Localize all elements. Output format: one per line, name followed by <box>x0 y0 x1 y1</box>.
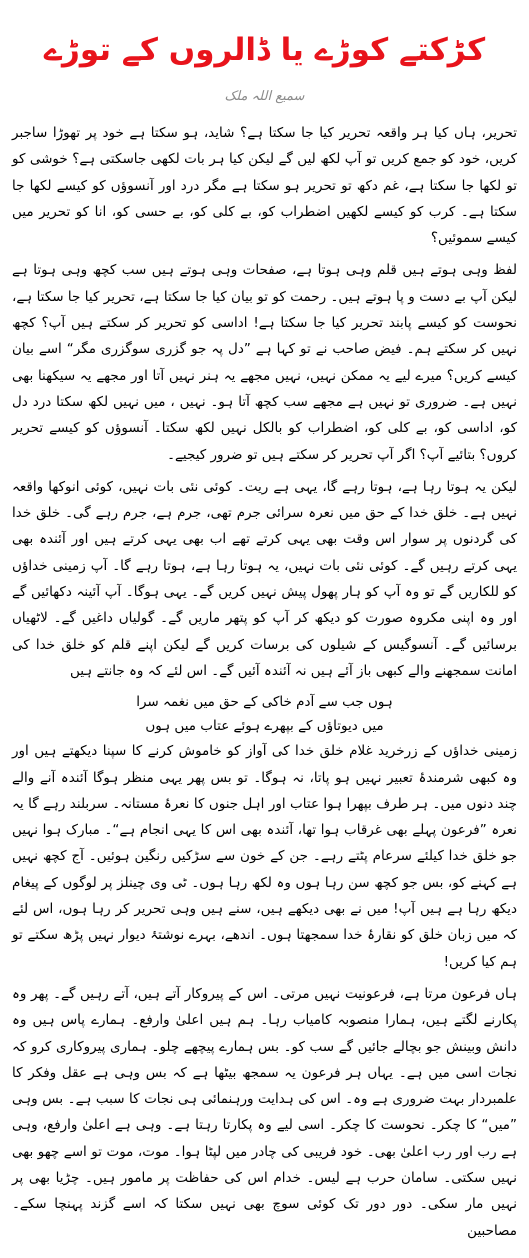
author-name: سمیع اللہ ملک <box>224 89 305 104</box>
verse <box>12 690 517 738</box>
article-body <box>12 120 517 1244</box>
paragraph: زمینی خداؤں کے زرخرید غلام خلق خدا کی آواز کو خاموش کرنے کا سپنا دیکھتے ہیں اور وہ کبھی شرمندۂ تعبیر نہیں ہو پاتا، نہ ہوگا۔ تو بس پھر یہی منظر ہوگا آئندہ آنے والے چند دنوں میں۔ ہر طرف بپھرا ہوا عتاب اور اہل جنوں کا نعرۂ مستانہ۔ سربلند رہے گا یہ نعرہ ”فرعون پہلے بھی غرقاب ہوا تھا، آئندہ بھی اس کا یہی انجام ہے“۔ مبارک ہوا نہیں جو خلق خدا کیلئے سرعام پٹتے رہے۔ جن کے خون سے سڑکیں رنگین ہوئیں۔ آج کچھ نہیں ہے کہنے کو، بس جو کچھ سن رہا ہوں وہ لکھ رہا ہوں۔ ٹی وی چینلز پر لوگوں کے پیغام دیکھ رہا ہے ہیں آپ! میں نے بھی دیکھے ہیں، سنے ہیں وہی تحریر کر رہا ہوں، اس لئے کہ میں زبان خلق کو نقارۂ خدا سمجھتا ہوں۔ اندھے، بہرے نوشتۂ دیوار نہیں پڑھ سکتے تو ہم کیا کریں! <box>12 743 517 970</box>
verse-line: میں دیوتاؤں کے بپھرے ہوئے عتاب میں ہوں <box>145 718 384 735</box>
paragraph: ہاں فرعون مرتا ہے، فرعونیت نہیں مرتی۔ اس کے پیروکار آتے ہیں، آتے رہیں گے۔ پھر وہ پکارنے لگتے ہیں، ہمارا منصوبہ کامیاب رہا۔ ہم ہیں اعلیٰ وارفع۔ ہمارے پاس ہیں وہ دانش وبینش جو بچالے جائیں گے سب کو۔ بس ہمارے پیچھے چلو۔ ہماری پیروکاری کرو کہ نجات اسی میں ہے۔ یہاں ہر فرعون یہ سمجھ بیٹھا ہے کہ بس وہی ہے عقل وفکر کا علمبردار بہت ضروری ہے وہ۔ اس کی ہدایت ورہنمائی ہی نجات کا سبب ہے۔ بس وہی ”میں“ کا چکر۔ نحوست کا چکر۔ اسی لیے وہ پکارتا رہتا ہے۔ وہی ہے اعلیٰ وارفع، وہی ہے رب اور رب اعلیٰ بھی۔ خود فریبی کی چادر میں لپٹا ہوا۔ موت، موت تو اسے چھو بھی نہیں سکتی۔ سامان حرب ہے لیس۔ خدام اس کی حفاظت پر مامور ہیں۔ چڑیا بھی پر نہیں مار سکی۔ دور دور تک کوئی سوچ بھی نہیں سکتا کہ اسے گزند پہنچا سکے۔ مصاحبین <box>12 985 517 1239</box>
paragraph: تحریر، ہاں کیا ہر واقعہ تحریر کیا جا سکتا ہے؟ شاید، ہو سکتا ہے خود پر تھوڑا ساجبر کریں، خود کو جمع کریں تو آپ لکھ لیں گے لیکن کیا ہر بات لکھی جاسکتی ہے؟ خوشی کو تو لکھا جا سکتا ہے، غم دکھ تو تحریر ہو سکتا ہے مگر درد اور آنسوؤں کو کیسے لکھا جا سکتا ہے۔ کرب کو کیسے لکھیں اضطراب کو، بے کلی کو، بے حسی کو، انا کو تحریر میں کیسے سموئیں؟ <box>12 125 517 247</box>
byline <box>12 78 517 120</box>
paragraph: لفظ وہی ہوتے ہیں قلم وہی ہوتا ہے، صفحات وہی ہوتے ہیں سب کچھ وہی ہوتا ہے لیکن آپ بے دست و پا ہوتے ہیں۔ رحمت کو تو بیان کیا جا سکتا ہے، تحریر کیا جا سکتا ہے، نحوست کو کیسے پابند تحریر کیا جا سکتا ہے! اداسی کو تحریر کر سکتے ہیں آپ؟ کچھ نہیں کر سکتے ہم۔ فیض صاحب نے تو کہا ہے ”دل پہ جو گزری سوگزری مگر“ اسے بیان کیسے کریں؟ میرے لیے یہ ممکن نہیں، نہیں مجھے یہ ہنر نہیں آتا اور مجھے یہ سیکھنا بھی نہیں ہے۔ ضروری تو نہیں ہے مجھے سب کچھ آتا ہو۔ نہیں ، میں نہیں لکھ سکتا درد دل کو، اداسی کو، بے کلی کو، اضطراب کو بالکل نہیں لکھ سکتا۔ آنسوؤں کو کیسے تحریر کروں؟ بتائیے آپ؟ اگر آپ تحریر کر سکتے ہیں تو ضرور کیجیے۔ <box>12 262 517 463</box>
article-title: کڑکتے کوڑے یا ڈالروں کے توڑے <box>43 32 486 68</box>
paragraph: لیکن یہ ہوتا رہا ہے، ہوتا رہے گا، یہی ہے ریت۔ کوئی نئی بات نہیں، کوئی انوکھا واقعہ نہیں ہے۔ خلق خدا کے حق میں نعرہ سرائی جرم تھی، جرم ہے، جرم رہے گی۔ خلق خدا کی گردنوں پر سوار اس وقت بھی یہی کرتے تھے اب بھی یہی کرتے ہیں اور آئندہ بھی یہی کرتے رہیں گے۔ کوئی نئی بات نہیں، یہ ہوتا رہا ہے، ہوتا رہے گا۔ آپ زمینی خداؤں کو للکاریں گے تو وہ آپ کو ہار پھول پیش نہیں کریں گے۔ یہی ہوگا۔ آپ آئینہ دکھائیں گے اور وہ اپنی مکروہ صورت کو دیکھ کر آپ کو پتھر ماریں گے۔ گولیاں داغیں گے۔ لاٹھیاں برسائیں گے۔ آنسوگیس کے شیلوں کی برسات کریں گے لیکن اپنے قلم کو خلق خدا کی امانت سمجھنے والے کبھی باز آئے ہیں نہ آئندہ آئیں گے۔ اس لئے کہ وہ جانتے ہیں <box>12 478 517 679</box>
verse-line: ہوں جب سے آدم خاکی کے حق میں نغمہ سرا <box>136 694 393 711</box>
